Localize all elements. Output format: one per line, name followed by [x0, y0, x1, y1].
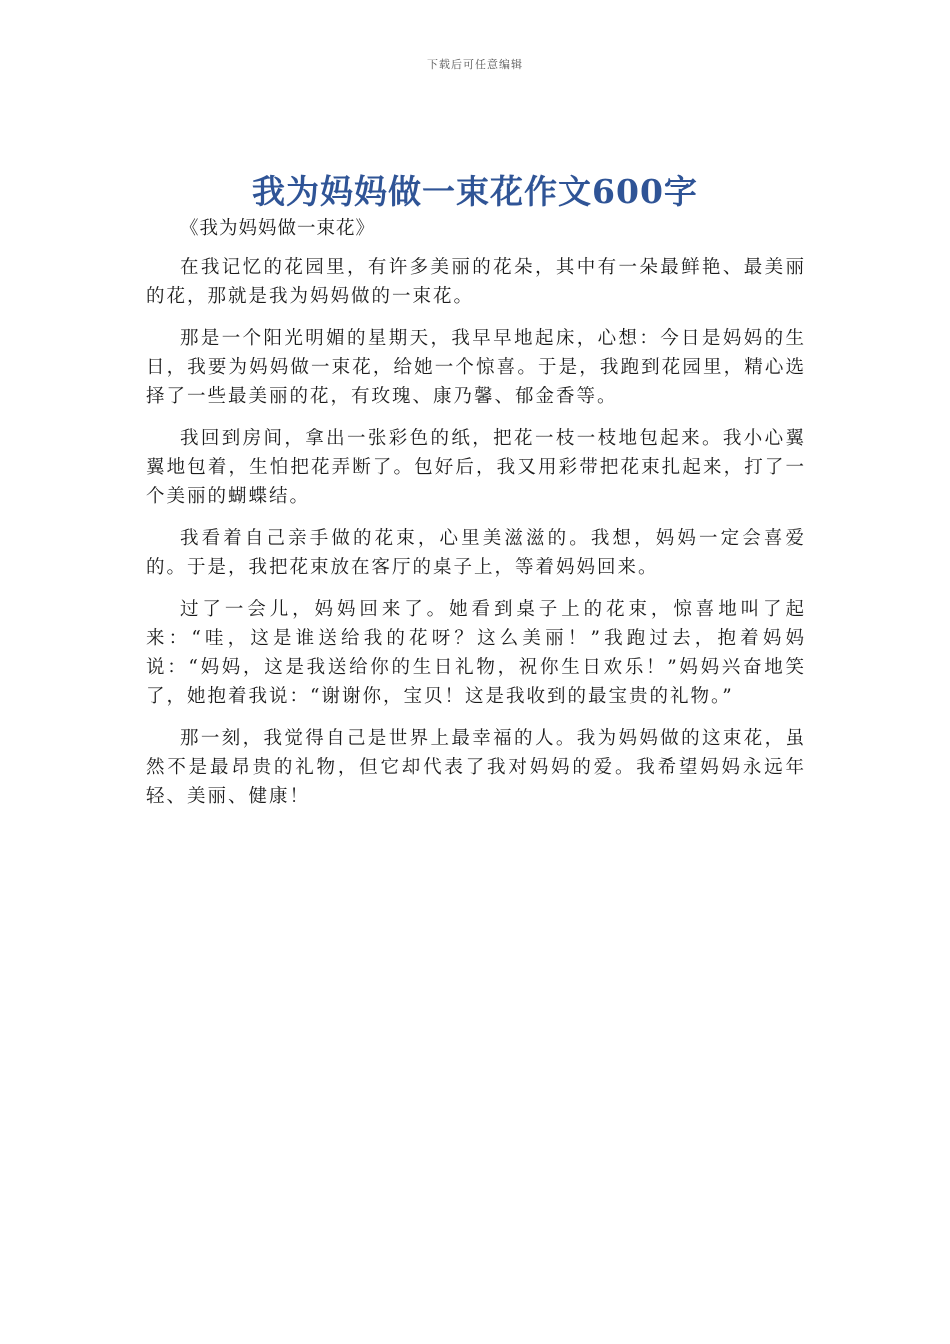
- paragraph-3: 我回到房间，拿出一张彩色的纸，把花一枝一枝地包起来。我小心翼翼地包着，生怕把花弄断了。包好后，我又用彩带把花束扎起来，打了一个美丽的蝴蝶结。: [146, 428, 806, 507]
- document-title: 我为妈妈做一束花作文600字: [252, 172, 698, 211]
- paragraph-2: 那是一个阳光明媚的星期天，我早早地起床，心想：今日是妈妈的生日，我要为妈妈做一束花，给她一个惊喜。于是，我跑到花园里，精心选择了一些最美丽的花，有玫瑰、康乃馨、郁金香等。: [146, 328, 806, 407]
- document-body: [146, 214, 806, 824]
- paragraph-5: 过了一会儿，妈妈回来了。她看到桌子上的花束，惊喜地叫了起来：“哇，这是谁送给我的花呀？这么美丽！”我跑过去，抱着妈妈说：“妈妈，这是我送给你的生日礼物，祝你生日欢乐！”妈妈兴奋地笑了，她抱着我说：“谢谢你，宝贝！这是我收到的最宝贵的礼物。”: [146, 599, 806, 707]
- paragraph-4: 我看着自己亲手做的花束，心里美滋滋的。我想，妈妈一定会喜爱的。于是，我把花束放在客厅的桌子上，等着妈妈回来。: [146, 528, 806, 578]
- paragraph-6: 那一刻，我觉得自己是世界上最幸福的人。我为妈妈做的这束花，虽然不是最昂贵的礼物，但它却代表了我对妈妈的爱。我希望妈妈永远年轻、美丽、健康！: [146, 728, 806, 807]
- paragraph-1: 在我记忆的花园里，有许多美丽的花朵，其中有一朵最鲜艳、最美丽的花，那就是我为妈妈做的一束花。: [146, 257, 806, 307]
- header-note: 下载后可任意编辑: [427, 58, 523, 71]
- essay-subtitle: 《我为妈妈做一束花》: [180, 218, 376, 239]
